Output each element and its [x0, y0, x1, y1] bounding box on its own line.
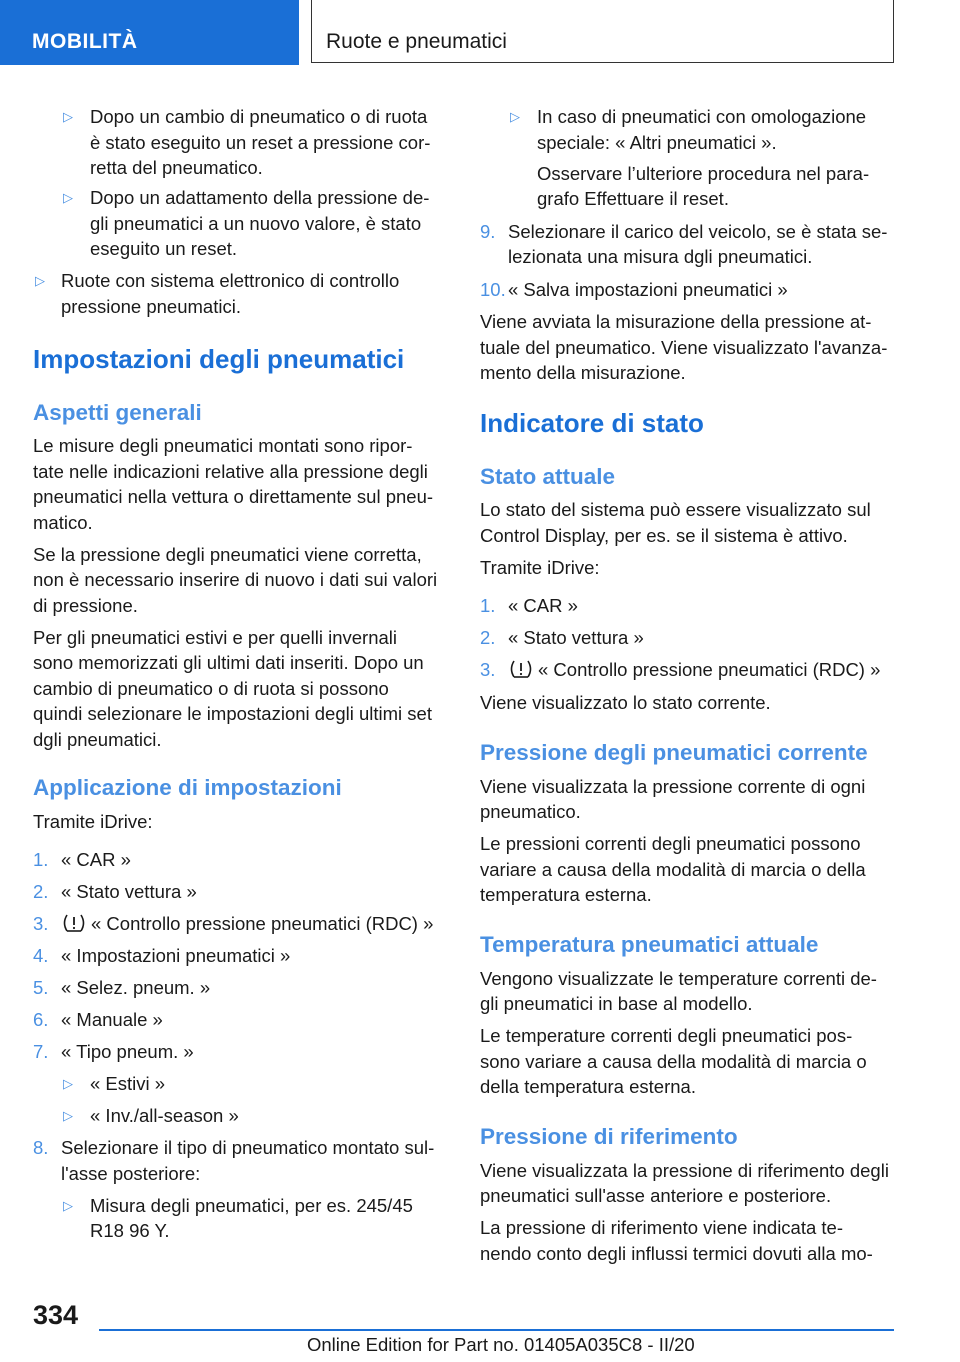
step-number: 10. [480, 279, 506, 300]
text-line: Viene visualizzata la pressione corrente di ogni [480, 776, 866, 797]
subheading-riferimento: Pressione di riferimento [480, 1124, 738, 1149]
text-line: R18 96 Y. [90, 1220, 170, 1241]
text-line: sono memorizzati gli ultimi dati inseriti. Dopo un [33, 652, 424, 673]
text-line: Viene avviata la misurazione della pressione at- [480, 311, 872, 332]
bullet-icon: ▷ [63, 1198, 73, 1213]
heading-impostazioni: Impostazioni degli pneumatici [33, 344, 405, 374]
step-number: 3. [480, 659, 496, 680]
text-line: grafo Effettuare il reset. [537, 188, 729, 209]
step-text: « Stato vettura » [508, 627, 644, 648]
step-number: 1. [33, 849, 49, 870]
section-title: MOBILITÀ [32, 30, 138, 53]
step-number: 3. [33, 913, 49, 934]
bullet-icon: ▷ [35, 273, 45, 288]
text-line: eseguito un reset. [90, 238, 238, 259]
text-line: speciale: « Altri pneumatici ». [537, 132, 777, 153]
text-line: quindi selezionare le impostazioni degli ultimi set [33, 703, 432, 724]
text-line: gli pneumatici in base al modello. [480, 993, 753, 1014]
text-line: matico. [33, 512, 93, 533]
text-line: Viene visualizzato lo stato corrente. [480, 692, 771, 713]
text-line: pneumatico. [480, 801, 581, 822]
text-line: temperatura esterna. [480, 884, 652, 905]
section-tab [0, 0, 299, 65]
step-text: Selezionare il carico del veicolo, se è stata se- [508, 221, 888, 242]
text-line: Se la pressione degli pneumatici viene corretta, [33, 544, 422, 565]
subheading-pressione-corrente: Pressione degli pneumatici corrente [480, 740, 868, 765]
text-line: della temperatura esterna. [480, 1076, 696, 1097]
step-text: « CAR » [61, 849, 131, 870]
text-line: è stato eseguito un reset a pressione cor- [90, 132, 431, 153]
text-line: sono variare a causa della modalità di marcia o [480, 1051, 867, 1072]
edition-note: Online Edition for Part no. 01405A035C8 - II/20 [307, 1334, 695, 1355]
step-number: 2. [480, 627, 496, 648]
bullet-icon: ▷ [63, 1076, 73, 1091]
text-line: pneumatici nella vettura o direttamente sul pneu- [33, 486, 434, 507]
step-text: Selezionare il tipo di pneumatico montato sul- [61, 1137, 435, 1158]
step-text: « CAR » [508, 595, 578, 616]
step-text: « Controllo pressione pneumatici (RDC) » [538, 659, 881, 680]
step-number: 8. [33, 1137, 49, 1158]
text-line: In caso di pneumatici con omologazione [537, 106, 867, 127]
text-line: Lo stato del sistema può essere visualizzato sul [480, 499, 871, 520]
text-line: Vengono visualizzate le temperature correnti de- [480, 968, 877, 989]
step-text: « Tipo pneum. » [61, 1041, 194, 1062]
text-line: tuale del pneumatico. Viene visualizzato l'avanza- [480, 337, 888, 358]
text-line: pneumatici sull'asse anteriore e posteriore. [480, 1185, 832, 1206]
step-number: 2. [33, 881, 49, 902]
sub-option: « Estivi » [90, 1073, 166, 1094]
text-line: Viene visualizzata la pressione di riferimento degli [480, 1160, 889, 1181]
text-line: Dopo un adattamento della pressione de- [90, 187, 430, 208]
text-line: pressione pneumatici. [61, 296, 241, 317]
step-text: l'asse posteriore: [61, 1163, 201, 1184]
bullet-icon: ▷ [63, 1108, 73, 1123]
text-line: Le misure degli pneumatici montati sono ripor- [33, 435, 413, 456]
text-line: non è necessario inserire di nuovo i dati sui valori [33, 569, 438, 590]
topic-title: Ruote e pneumatici [326, 30, 507, 53]
bullet-icon: ▷ [510, 109, 520, 124]
text-line: Dopo un cambio di pneumatico o di ruota [90, 106, 428, 127]
subheading-applicazione: Applicazione di impostazioni [33, 775, 342, 800]
step-number: 1. [480, 595, 496, 616]
step-text: « Manuale » [61, 1009, 163, 1030]
step-number: 6. [33, 1009, 49, 1030]
text-line: Tramite iDrive: [480, 557, 600, 578]
step-number: 5. [33, 977, 49, 998]
text-line: di pressione. [33, 595, 138, 616]
text-line: Le pressioni correnti degli pneumatici possono [480, 833, 861, 854]
tire-pressure-warning-icon [508, 658, 534, 680]
text-line: nendo conto degli influssi termici dovuti alla mo- [480, 1243, 873, 1264]
step-text: « Selez. pneum. » [61, 977, 211, 998]
text-line: Tramite iDrive: [33, 811, 153, 832]
text-line: Ruote con sistema elettronico di controllo [61, 270, 400, 291]
bullet-icon: ▷ [63, 109, 73, 124]
subheading-aspetti: Aspetti generali [33, 400, 202, 425]
text-line: cambio di pneumatico o di ruota si possono [33, 678, 389, 699]
text-line: Osservare l’ulteriore procedura nel para- [537, 163, 870, 184]
step-text: « Salva impostazioni pneumatici » [508, 279, 788, 300]
text-line: Le temperature correnti degli pneumatici pos- [480, 1025, 853, 1046]
text-line: Control Display, per es. se il sistema è attivo. [480, 525, 848, 546]
step-text: « Controllo pressione pneumatici (RDC) » [91, 913, 434, 934]
text-line: dgli pneumatici. [33, 729, 162, 750]
subheading-temperatura: Temperatura pneumatici attuale [480, 932, 819, 957]
footer-divider [99, 1329, 894, 1331]
step-number: 7. [33, 1041, 49, 1062]
text-line: Misura degli pneumatici, per es. 245/45 [90, 1195, 413, 1216]
text-line: retta del pneumatico. [90, 157, 263, 178]
tire-pressure-warning-icon [61, 912, 87, 934]
subheading-stato: Stato attuale [480, 464, 616, 489]
step-text: « Stato vettura » [61, 881, 197, 902]
text-line: Per gli pneumatici estivi e per quelli invernali [33, 627, 398, 648]
text-line: tate nelle indicazioni relative alla pressione degli [33, 461, 428, 482]
step-number: 4. [33, 945, 49, 966]
step-number: 9. [480, 221, 496, 242]
page-number: 334 [33, 1300, 79, 1330]
step-text: « Impostazioni pneumatici » [61, 945, 291, 966]
sub-option: « Inv./all-season » [90, 1105, 239, 1126]
text-line: mento della misurazione. [480, 362, 686, 383]
text-line: variare a causa della modalità di marcia o della [480, 859, 866, 880]
topic-tab [311, 0, 894, 63]
step-text: lezionata una misura dgli pneumatici. [508, 246, 813, 267]
text-line: La pressione di riferimento viene indicata te- [480, 1217, 843, 1238]
heading-indicatore: Indicatore di stato [480, 408, 704, 438]
bullet-icon: ▷ [63, 190, 73, 205]
text-line: gli pneumatici a un nuovo valore, è stato [90, 213, 422, 234]
